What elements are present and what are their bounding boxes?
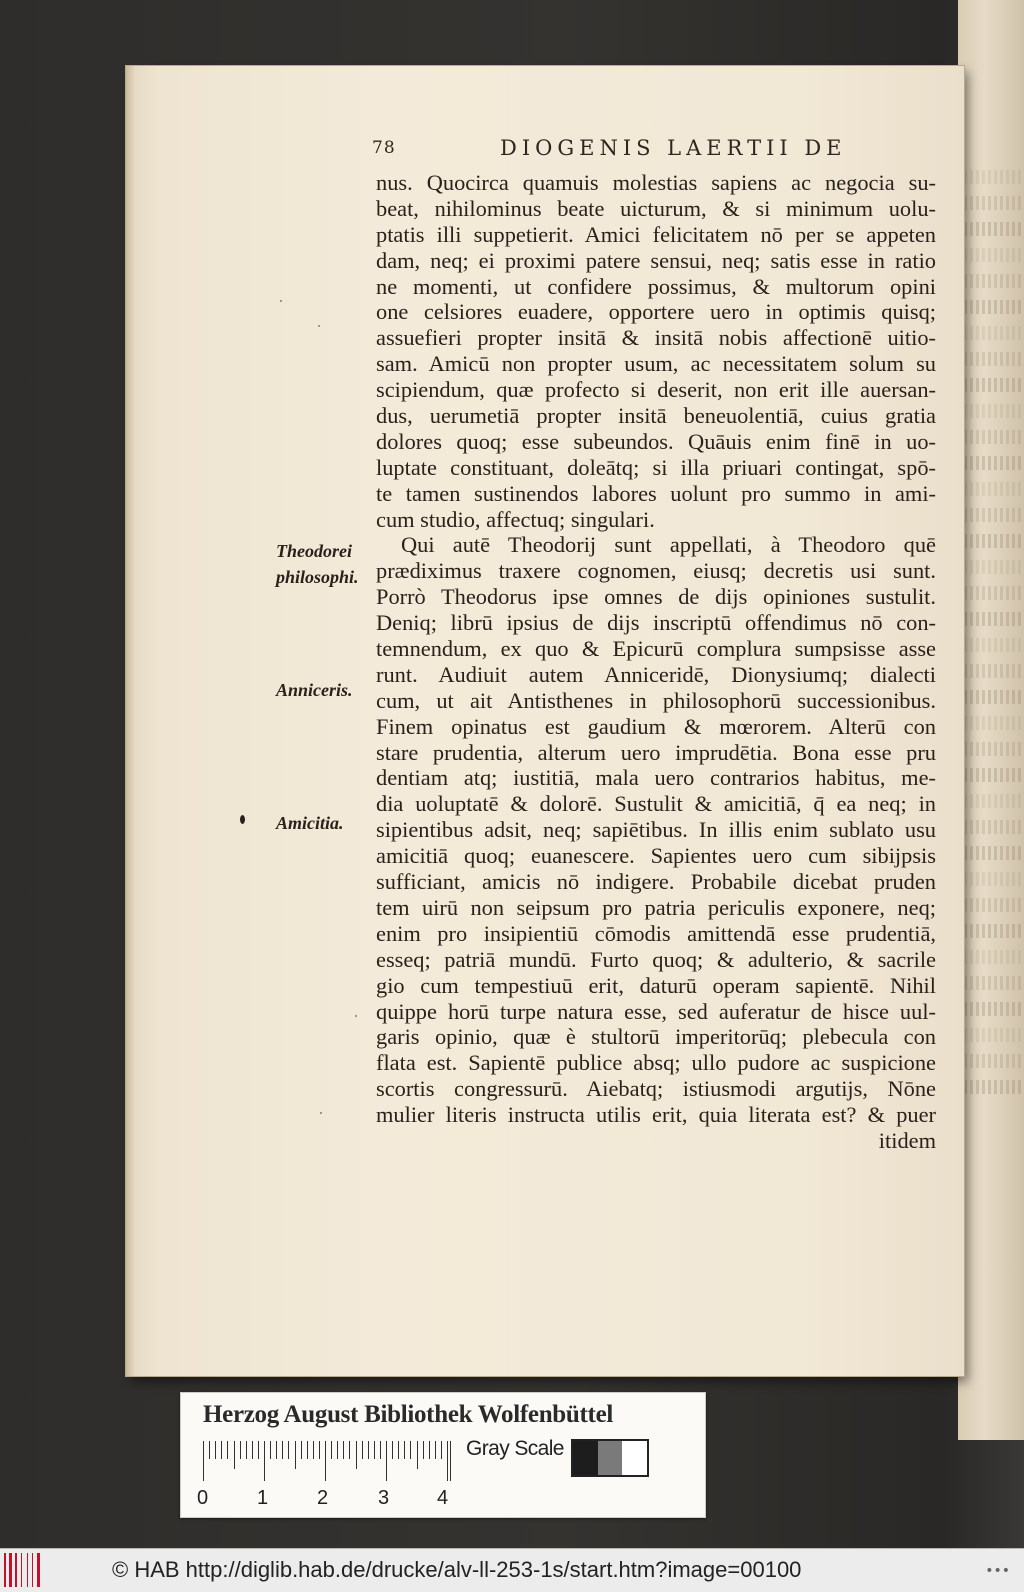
ruler-tick xyxy=(374,1441,375,1459)
bleed-through-line xyxy=(964,482,1024,496)
bleed-through-line xyxy=(964,612,1024,626)
text-line: scortis congressurū. Aiebatq; istiusmodi argutijs, Nōne xyxy=(376,1076,936,1102)
ruler-tick xyxy=(423,1441,424,1459)
status-bar xyxy=(0,1548,1024,1592)
ruler-tick xyxy=(282,1441,283,1459)
ruler-tick xyxy=(264,1441,265,1481)
text-line: Deniq; librū ipsius de dijs inscriptū offendimus nō con- xyxy=(376,610,936,636)
ruler-tick xyxy=(288,1441,289,1459)
paper-speck xyxy=(280,300,282,302)
bleed-through-line xyxy=(964,846,1024,860)
ruler-tick xyxy=(252,1441,253,1459)
text-line: runt. Audiuit autem Anniceridē, Dionysiumq; dialecti xyxy=(376,661,936,687)
bleed-through-line xyxy=(964,430,1024,444)
barcode-stripe xyxy=(37,1553,40,1587)
ruler-tick xyxy=(343,1441,344,1459)
ruler-tick xyxy=(398,1441,399,1459)
text-line: sufficiant, amicis nō indigere. Probabile dicebat pruden xyxy=(376,869,936,895)
ruler-tick xyxy=(435,1441,436,1459)
ruler-tick xyxy=(417,1441,418,1469)
ruler-tick xyxy=(362,1441,363,1459)
swatch-mid xyxy=(598,1441,623,1475)
text-line: cum studio, affectuq; singulari. xyxy=(376,506,655,532)
bleed-through-line xyxy=(964,352,1024,366)
margin-note-philosophi: philosophi. xyxy=(276,567,359,587)
ruler-tick xyxy=(380,1441,381,1459)
ruler-tick xyxy=(319,1441,320,1459)
ruler-tick xyxy=(246,1441,247,1459)
text-line: dam, neq; ei proximi patere sensui, neq; satis esse in ratio xyxy=(376,247,936,273)
ruler-tick xyxy=(386,1441,387,1481)
ruler-tick xyxy=(368,1441,369,1459)
paper-speck xyxy=(355,1015,357,1017)
bleed-through-line xyxy=(964,950,1024,964)
source-url[interactable]: © HAB http://diglib.hab.de/drucke/alv-ll-253-1s/start.htm?image=00100 xyxy=(112,1557,802,1582)
bleed-through-line xyxy=(964,872,1024,886)
ruler-tick xyxy=(313,1441,314,1459)
text-line: garis opinio, quæ è stultorū imperitorūq; plebecula con xyxy=(376,1024,936,1050)
text-line: quippe horū turpe natura esse, sed auferatur de hisce uul- xyxy=(376,998,936,1024)
text-line: cum, ut ait Antisthenes in philosophorū successionibus. xyxy=(376,687,936,713)
margin-note-amicitia: Amicitia. xyxy=(276,813,344,833)
barcode-stripe xyxy=(9,1553,12,1587)
bleed-through-line xyxy=(964,248,1024,262)
ruler-tick xyxy=(410,1441,411,1459)
text-line: assuefieri propter insitā & insitā nobis affectionē uitio- xyxy=(376,325,936,351)
bleed-through-line xyxy=(964,508,1024,522)
text-line: tem uirū non seipsum pro patria periculis exponere, neq; xyxy=(376,894,936,920)
text-line: sam. Amicū non propter usum, ac necessitatem solum su xyxy=(376,351,936,377)
bleed-through-line xyxy=(964,716,1024,730)
hab-barcode-logo-icon xyxy=(4,1553,46,1587)
bleed-through-line xyxy=(964,924,1024,938)
ruler-tick xyxy=(392,1441,393,1459)
text-line: amicitiā quoq; euanescere. Sapientes uero cum sibijpsis xyxy=(376,843,936,869)
text-line: esseq; patriā mundū. Furto quoq; & adulterio, & sacrile xyxy=(376,946,936,972)
ruler-tick xyxy=(215,1441,216,1459)
text-line: dentiam atq; iustitiā, mala uero contrarios habitus, me- xyxy=(376,765,936,791)
ruler-tick xyxy=(209,1441,210,1459)
bleed-through-line xyxy=(964,1002,1024,1016)
bleed-through-line xyxy=(964,534,1024,548)
ruler-tick xyxy=(447,1441,448,1481)
bleed-through-line xyxy=(964,1054,1024,1068)
text-line: enim pro insipientiū cōmodis amittendā esse prudentiā, xyxy=(376,920,936,946)
paper-speck xyxy=(318,325,320,327)
library-scale-label xyxy=(180,1392,706,1518)
bleed-through-line xyxy=(964,300,1024,314)
measurement-ruler xyxy=(203,1441,453,1481)
folio-number: 78 xyxy=(372,138,396,158)
body-text xyxy=(376,170,936,1154)
bleed-through-line xyxy=(964,196,1024,210)
ruler-tick xyxy=(441,1441,442,1459)
swatch-light xyxy=(622,1441,647,1475)
ruler-tick xyxy=(203,1441,204,1481)
scale-number-4: 4 xyxy=(437,1487,449,1509)
bleed-through-line xyxy=(964,768,1024,782)
bleed-through-line xyxy=(964,404,1024,418)
ruler-tick xyxy=(234,1441,235,1469)
text-line: dolores quoq; esse subeundos. Quāuis enim finē in uo- xyxy=(376,428,936,454)
text-line: ne momenti, ut confidere possimus, & multorum opini xyxy=(376,273,936,299)
ruler-tick xyxy=(337,1441,338,1459)
gray-scale-label: Gray Scale xyxy=(466,1437,564,1460)
running-head xyxy=(372,136,852,166)
bleed-through-line xyxy=(964,274,1024,288)
text-line: scipiendum, quæ profecto si deserit, non erit ille auersan- xyxy=(376,377,936,403)
text-line: temnendum, ex quo & Epicurū complura sumpsisse asse xyxy=(376,636,936,662)
ruler-tick xyxy=(429,1441,430,1459)
gray-scale-swatches xyxy=(571,1439,649,1477)
bleed-through-line xyxy=(964,794,1024,808)
ruler-tick xyxy=(325,1441,326,1481)
text-line: stare prudentia, alterum uero imprudētia. Bona esse pru xyxy=(376,739,936,765)
bleed-through-line xyxy=(964,638,1024,652)
ruler-tick xyxy=(349,1441,350,1459)
running-head-title: DIOGENIS LAERTII DE xyxy=(500,136,847,160)
bleed-through-line xyxy=(964,222,1024,236)
ruler-tick xyxy=(227,1441,228,1459)
text-line: Qui autē Theodorij sunt appellati, à Theodoro quē xyxy=(401,532,936,558)
text-line: gio cum tempestiuū erit, daturū operam sapientē. Nihil xyxy=(376,972,936,998)
text-line: dia uoluptatē & dolorē. Sustulit & amicitiā, q̄ ea neq; in xyxy=(376,791,936,817)
adjacent-page xyxy=(958,0,1024,1440)
text-line: beat, nihilominus beate uicturum, & si minimum uolu- xyxy=(376,195,936,221)
margin-note-anniceris: Anniceris. xyxy=(276,680,353,700)
bleed-through-line xyxy=(964,326,1024,340)
library-name: Herzog August Bibliothek Wolfenbüttel xyxy=(203,1401,614,1428)
text-line: prædiximus traxere cognomen, eiusq; decretis usi sunt. xyxy=(376,558,936,584)
margin-mark xyxy=(240,815,245,824)
bleed-through-line xyxy=(964,586,1024,600)
text-line: flata est. Sapientē publice absq; ullo pudore ac suspicione xyxy=(376,1050,936,1076)
barcode-stripe xyxy=(21,1553,22,1587)
ruler-tick xyxy=(270,1441,271,1459)
ruler-tick xyxy=(258,1441,259,1459)
bleed-through-line xyxy=(964,742,1024,756)
barcode-stripe xyxy=(15,1553,17,1587)
page-gutter-edge xyxy=(126,66,134,1376)
text-line: te tamen sustinendos labores uolunt pro summo in ami- xyxy=(376,480,936,506)
barcode-stripe xyxy=(32,1553,33,1587)
barcode-stripe xyxy=(27,1553,28,1587)
bleed-through-line xyxy=(964,560,1024,574)
ruler-tick xyxy=(331,1441,332,1459)
text-line: dus, uerumetiā propter insitā beneuolentiā, cuius gratia xyxy=(376,403,936,429)
text-line: Finem opinatus est gaudium & mœrorem. Alterū con xyxy=(376,713,936,739)
bleed-through-line xyxy=(964,664,1024,678)
ruler-tick xyxy=(221,1441,222,1459)
bleed-through-line xyxy=(964,1028,1024,1042)
text-line: itidem xyxy=(878,1127,936,1153)
ruler-tick xyxy=(307,1441,308,1459)
text-line: Porrò Theodorus ipse omnes de dijs opiniones sustulit. xyxy=(376,584,936,610)
barcode-stripe xyxy=(4,1553,6,1587)
ruler-tick xyxy=(356,1441,357,1469)
more-icon[interactable]: ••• xyxy=(985,1563,1010,1579)
margin-note-theodorei: Theodorei xyxy=(276,541,352,561)
scale-number-0: 0 xyxy=(197,1487,209,1509)
scale-number-2: 2 xyxy=(317,1487,329,1509)
text-line: nus. Quocirca quamuis molestias sapiens ac negocia su- xyxy=(376,170,936,195)
ruler-tick xyxy=(240,1441,241,1459)
bleed-through-line xyxy=(964,1080,1024,1094)
text-line: luptate constituant, doleātq; si illa priuari contingat, spō- xyxy=(376,454,936,480)
bleed-through-line xyxy=(964,170,1024,184)
ruler-tick xyxy=(301,1441,302,1459)
swatch-dark xyxy=(573,1441,598,1475)
bleed-through-line xyxy=(964,378,1024,392)
text-line: mulier literis instructa utilis erit, quia literata est? & puer xyxy=(376,1102,936,1128)
bleed-through-line xyxy=(964,456,1024,470)
ruler-tick xyxy=(295,1441,296,1469)
bleed-through-line xyxy=(964,976,1024,990)
ruler-tick xyxy=(276,1441,277,1459)
bleed-through-line xyxy=(964,820,1024,834)
ruler-tick xyxy=(404,1441,405,1459)
paper-speck xyxy=(320,1112,322,1114)
scale-number-1: 1 xyxy=(257,1487,269,1509)
bleed-through-line xyxy=(964,690,1024,704)
text-line: ptatis illi suppetierit. Amici felicitatem nō per se appeten xyxy=(376,221,936,247)
text-line: one celsiores euadere, opportere uero in optimis quisq; xyxy=(376,299,936,325)
scale-number-3: 3 xyxy=(378,1487,390,1509)
bleed-through-line xyxy=(964,898,1024,912)
text-line: sipientibus adsit, neq; sapiētibus. In illis enim sublato usu xyxy=(376,817,936,843)
